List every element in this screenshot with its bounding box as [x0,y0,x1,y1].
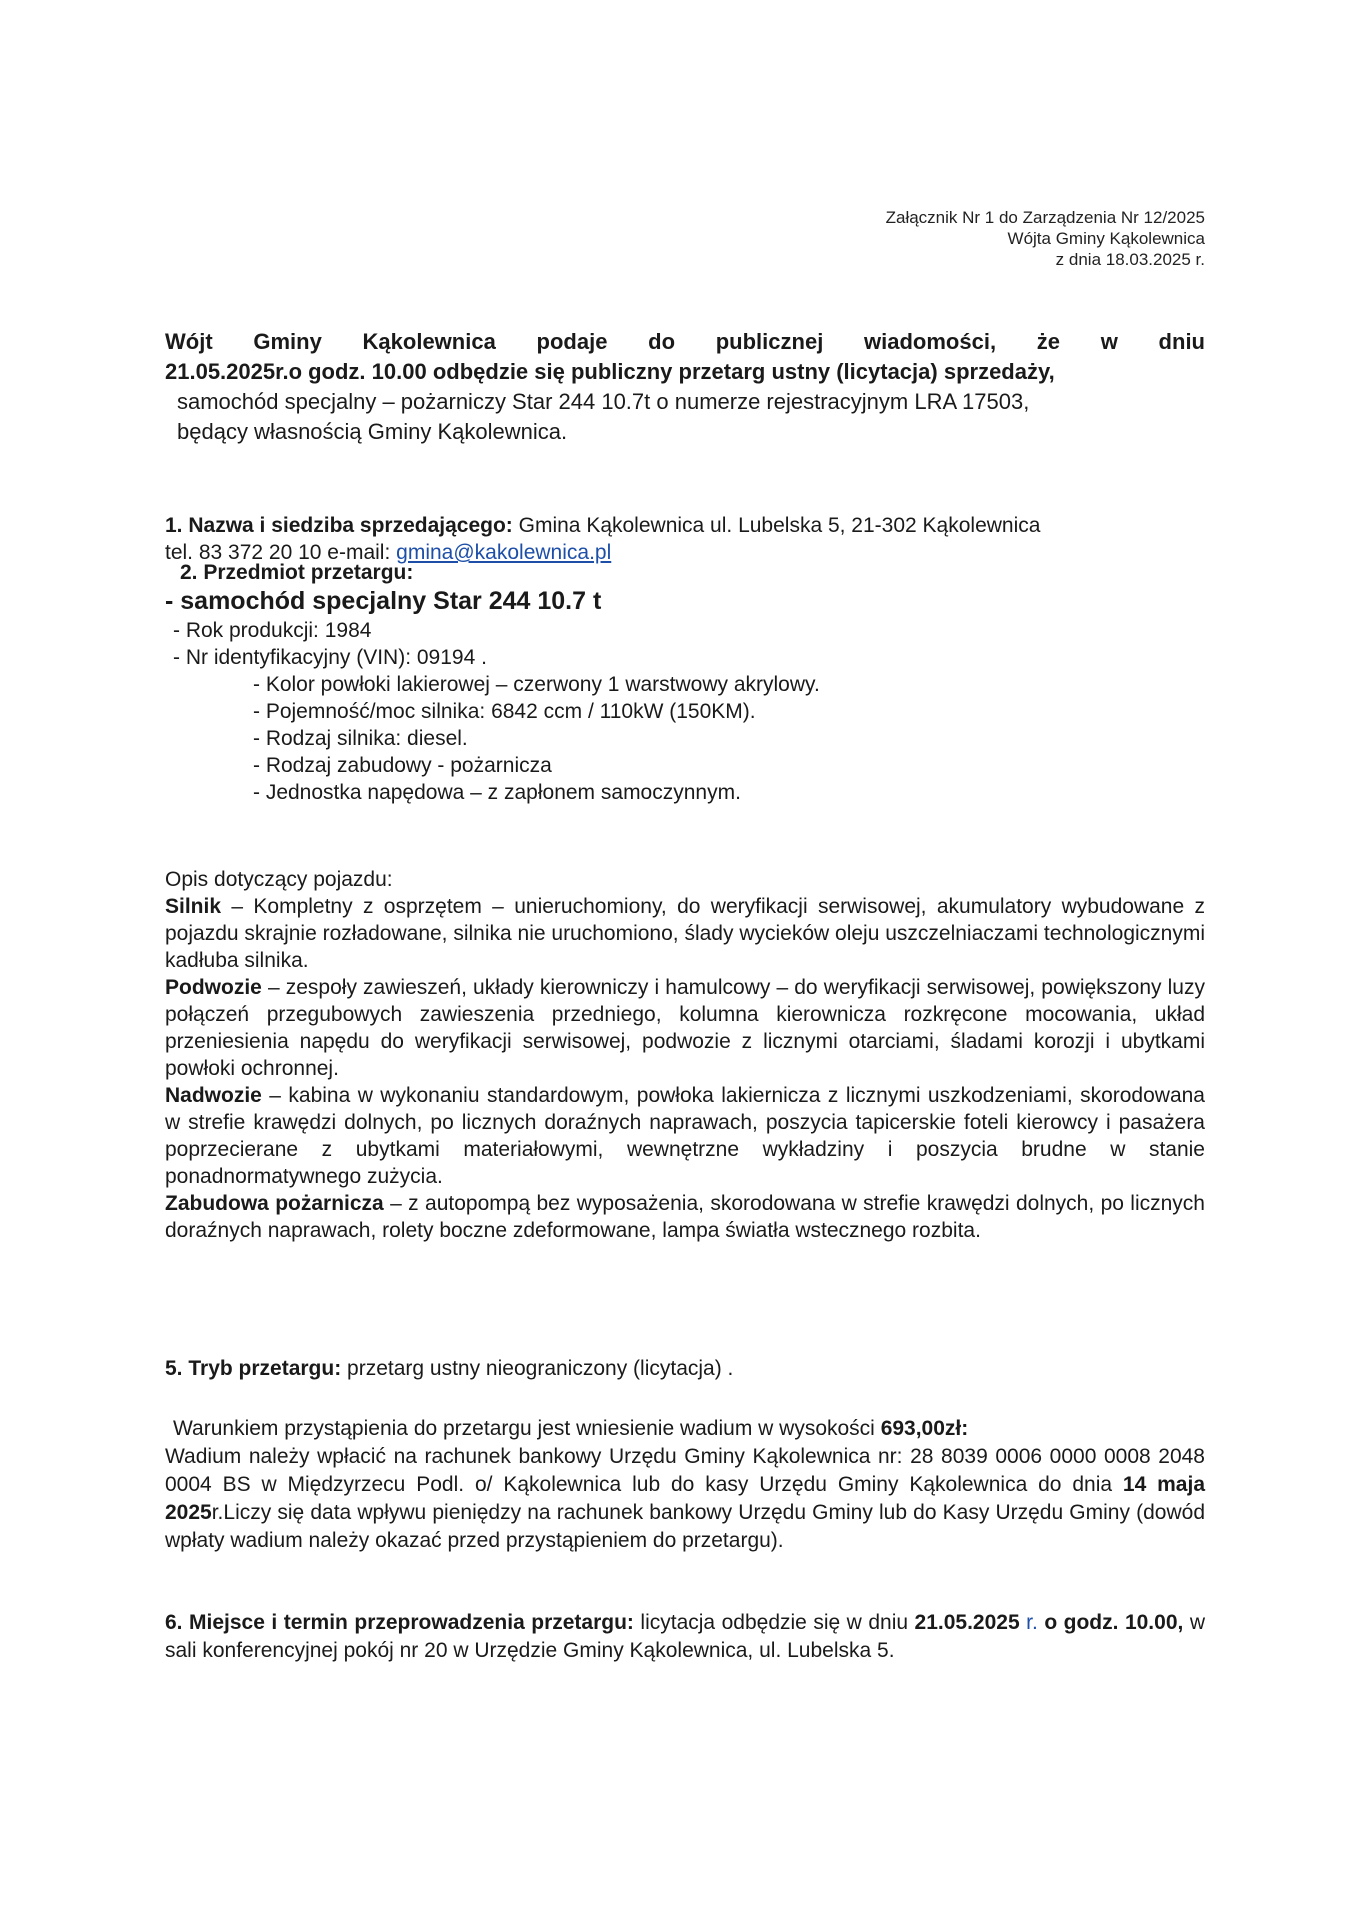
seller-phone: tel. 83 372 20 10 e-mail: [165,541,397,564]
tender-mode [165,1355,1205,1382]
deposit-section [165,1415,1205,1555]
vehicle-color: - Kolor powłoki lakierowej – czerwony 1 warstwowy akrylowy. [253,673,820,696]
annex-line-1: Załącznik Nr 1 do Zarządzenia Nr 12/2025 [885,208,1205,227]
seller-value: Gmina Kąkolewnica ul. Lubelska 5, 21-302 Kąkolewnica [512,514,1041,537]
annex-line-3: z dnia 18.03.2025 r. [1055,250,1205,269]
deposit-text-3: r.Liczy się data wpływu pieniędzy na rachunek bankowy Urzędu Gminy lub do Kasy Urzędu Gminy (dowód wpłaty wadium należy okazać przed przystąpieniem do przetargu). [165,1501,1205,1552]
deposit-amount: 693,00zł: [880,1417,969,1440]
intro-line-2: 21.05.2025r.o godz. 10.00 odbędzie się publiczny przetarg ustny (licytacja) sprzedaży, [165,359,1055,384]
seller-section [165,512,1205,566]
deposit-text-1: Warunkiem przystąpienia do przetargu jest wniesienie wadium w wysokości [173,1417,881,1440]
email-link[interactable]: gmina@kakolewnica.pl [396,541,612,564]
seller-label: 1. Nazwa i siedziba sprzedającego: [165,514,513,537]
description-title: Opis dotyczący pojazdu: [165,868,393,891]
vehicle-title: - samochód specjalny Star 244 10.7 t [165,587,602,615]
desc-engine-text: – Kompletny z osprzętem – unieruchomiony, do weryfikacji serwisowej, akumulatory wybudowane z pojazdu skrajnie rozładowane, silnika nie uruchomiono, ślady wycieków oleju uszczelniaczami technologicznymi kadłuba silnika. [165,895,1206,972]
place-text-2: w sali konferencyjnej pokój nr 20 w Urzędzie Gminy Kąkolewnica, ul. Lubelska 5. [165,1611,1206,1662]
place-r: r. [1019,1611,1038,1634]
desc-body-text: – kabina w wykonaniu standardowym, powłoka lakiernicza z licznymi uszkodzeniami, skorodowana w strefie krawędzi dolnych, po licznych doraźnych naprawach, poszycia tapicerskie foteli kierowcy i pasażera poprzecierane z ubytkami materiałowymi, wewnętrzne wykładziny i poszycia brudne w stanie ponadnormatywnego zużycia. [165,1084,1205,1188]
desc-fire-label: Zabudowa pożarnicza [165,1192,384,1215]
vehicle-fuel: - Rodzaj silnika: diesel. [253,727,468,750]
intro-line-3: samochód specjalny – pożarniczy Star 244 10.7t o numerze rejestracyjnym LRA 17503, [177,389,1030,414]
desc-fire-text: – z autopompą bez wyposażenia, skorodowana w strefie krawędzi dolnych, po licznych doraźnych naprawach, rolety boczne zdeformowane, lampa światła wstecznego rozbita. [165,1192,1205,1242]
vehicle-body: - Rodzaj zabudowy - pożarnicza [253,754,552,777]
subject-heading: 2. Przedmiot przetargu: [180,561,414,584]
vehicle-drive: - Jednostka napędowa – z zapłonem samoczynnym. [253,781,741,804]
place-section [165,1609,1205,1665]
desc-engine-label: Silnik [165,895,222,918]
annex-header [685,207,1205,270]
annex-line-2: Wójta Gminy Kąkolewnica [1007,229,1205,248]
desc-chassis-text: – zespoły zawieszeń, układy kierowniczy i hamulcowy – do weryfikacji serwisowej, powiększony luzy połączeń przegubowych zawieszenia przedniego, kolumna kierownicza rozkręcone mocowania, układ przeniesienia napędu do weryfikacji serwisowej, podwozie z licznymi otarciami, śladami korozji i ubytkami powłoki ochronnej. [165,976,1205,1080]
vehicle-vin: - Nr identyfikacyjny (VIN): 09194 . [173,646,487,669]
place-text-1: licytacja odbędzie się w dniu [633,1611,915,1634]
deposit-text-2: Wadium należy wpłacić na rachunek bankowy Urzędu Gminy Kąkolewnica nr: 28 8039 0006 0000 0008 2048 0004 BS w Międzyrzecu Podl. o/ Kąkolewnica lub do kasy Urzędu Gminy Kąkolewnica do dnia [165,1445,1205,1496]
deposit-deadline: 14 maja 2025 [165,1473,1205,1524]
desc-engine [165,893,1205,974]
subject-section [165,559,1205,806]
desc-body [165,1082,1205,1190]
desc-body-label: Nadwozie [165,1084,262,1107]
announcement-intro [165,327,1205,447]
desc-chassis [165,974,1205,1082]
place-label: 6. Miejsce i termin przeprowadzenia przetargu: [165,1611,634,1634]
place-time: o godz. 10.00, [1044,1611,1184,1634]
seller-line [165,512,1205,539]
desc-fire [165,1190,1205,1244]
place-date: 21.05.2025 [914,1611,1020,1634]
deposit-details [165,1443,1205,1555]
desc-chassis-label: Podwozie [165,976,262,999]
deposit-intro [165,1415,1205,1443]
vehicle-year: - Rok produkcji: 1984 [173,619,372,642]
intro-line-4: będący własnością Gminy Kąkolewnica. [177,419,568,444]
vehicle-engine: - Pojemność/moc silnika: 6842 ccm / 110kW (150KM). [253,700,756,723]
mode-value: przetarg ustny nieograniczony (licytacja) . [341,1357,734,1380]
vehicle-description [165,866,1205,1244]
mode-label: 5. Tryb przetargu: [165,1357,342,1380]
intro-line-1: Wójt Gminy Kąkolewnica podaje do publicznej wiadomości, że w dniu [165,329,1205,354]
